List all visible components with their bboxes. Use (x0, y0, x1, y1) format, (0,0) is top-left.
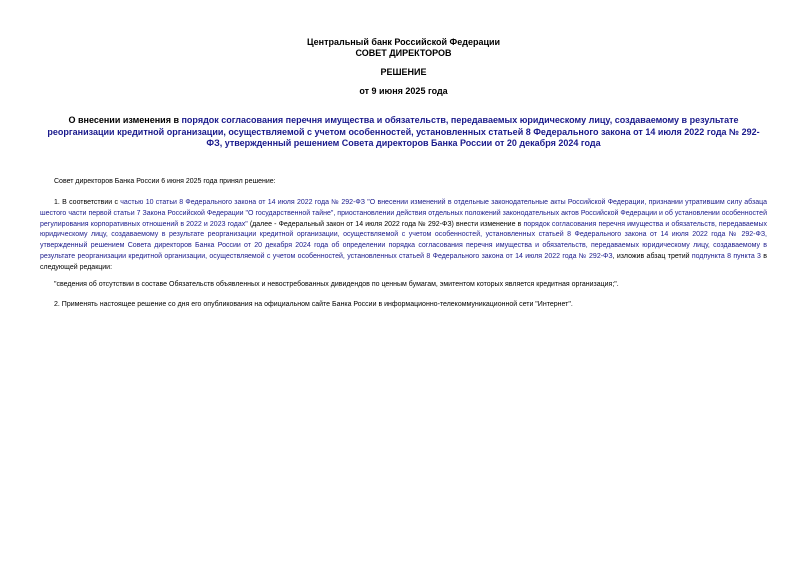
item1-text-4: в следующей редакции: (40, 252, 768, 271)
title-link[interactable]: порядок согласования перечня имущества и обязательств, передаваемых юридическому лицу, создаваемому в результате реорганизации кредитной организации, осуществляемой с учетом особенностей, установленных статьей 8 Федерального закона от 14 июля 2022 года № 292-ФЗ, утвержденный решением Совета директоров Банка России от 20 декабря 2024 года (47, 115, 760, 148)
org-name: Центральный банк Российской Федерации (306, 37, 501, 47)
item-2-paragraph: 2. Применять настоящее решение со дня его опубликования на официальном сайте Банка России в информационно-телекоммуникационной сети "Интернет". (54, 301, 573, 308)
board-name: СОВЕТ ДИРЕКТОРОВ (355, 48, 452, 58)
law-article-link[interactable]: частью 10 статьи 8 Федерального закона от 14 июля 2022 года № 292-ФЗ "О внесении изменений в отдельные законодательные акты Российской Федерации, признании утратившим силу абзаца шестого части первой статьи 7 Закона Российской Федерации "О государственной тайне", приостановлении действия отдельных положений законодательных актов Российской Федерации и об установлении особенностей регулирования корпоративных отношений в 2022 и 2023 годах" (40, 199, 767, 228)
intro-paragraph: Совет директоров Банка России 6 июня 2025 года принял решение: (54, 178, 276, 185)
document-date: от 9 июня 2025 года (359, 86, 448, 96)
document-type: РЕШЕНИЕ (380, 67, 427, 77)
quote-paragraph: "сведения об отсутствии в составе Обязательств объявленных и невостребованных дивидендов по ценным бумагам, эмитентом которых является кредитная организация;". (54, 281, 619, 288)
document-title (40, 115, 767, 150)
subparagraph-link[interactable]: подпункта 8 пункта 3 (691, 252, 761, 260)
item1-text-1: 1. В соответствии с (54, 199, 121, 206)
item1-text-3: , изложив абзац третий (612, 252, 692, 260)
title-prefix: О внесении изменения в (68, 115, 182, 125)
procedure-link[interactable]: порядок согласования перечня имущества и обязательств, передаваемых юридическому лицу, создаваемому в результате реорганизации кредитной организации, осуществляемой с учетом особенностей, установленных статьей 8 Федерального закона от 14 июля 2022 года № 292-ФЗ, утвержденный решением Совета директоров Банка России от 20 декабря 2024 года об определении порядка согласования перечня имущества и обязательств, передаваемых юридическому лицу, создаваемому в результате реорганизации кредитной организации, осуществляемой с учетом особенностей, установленных статьей 8 Федерального закона от 14 июля 2022 года № 292-ФЗ (40, 220, 767, 260)
item-1-paragraph (40, 198, 767, 274)
item1-text-2: (далее - Федеральный закон от 14 июля 2022 года № 292-ФЗ) внести изменение в (247, 220, 524, 228)
